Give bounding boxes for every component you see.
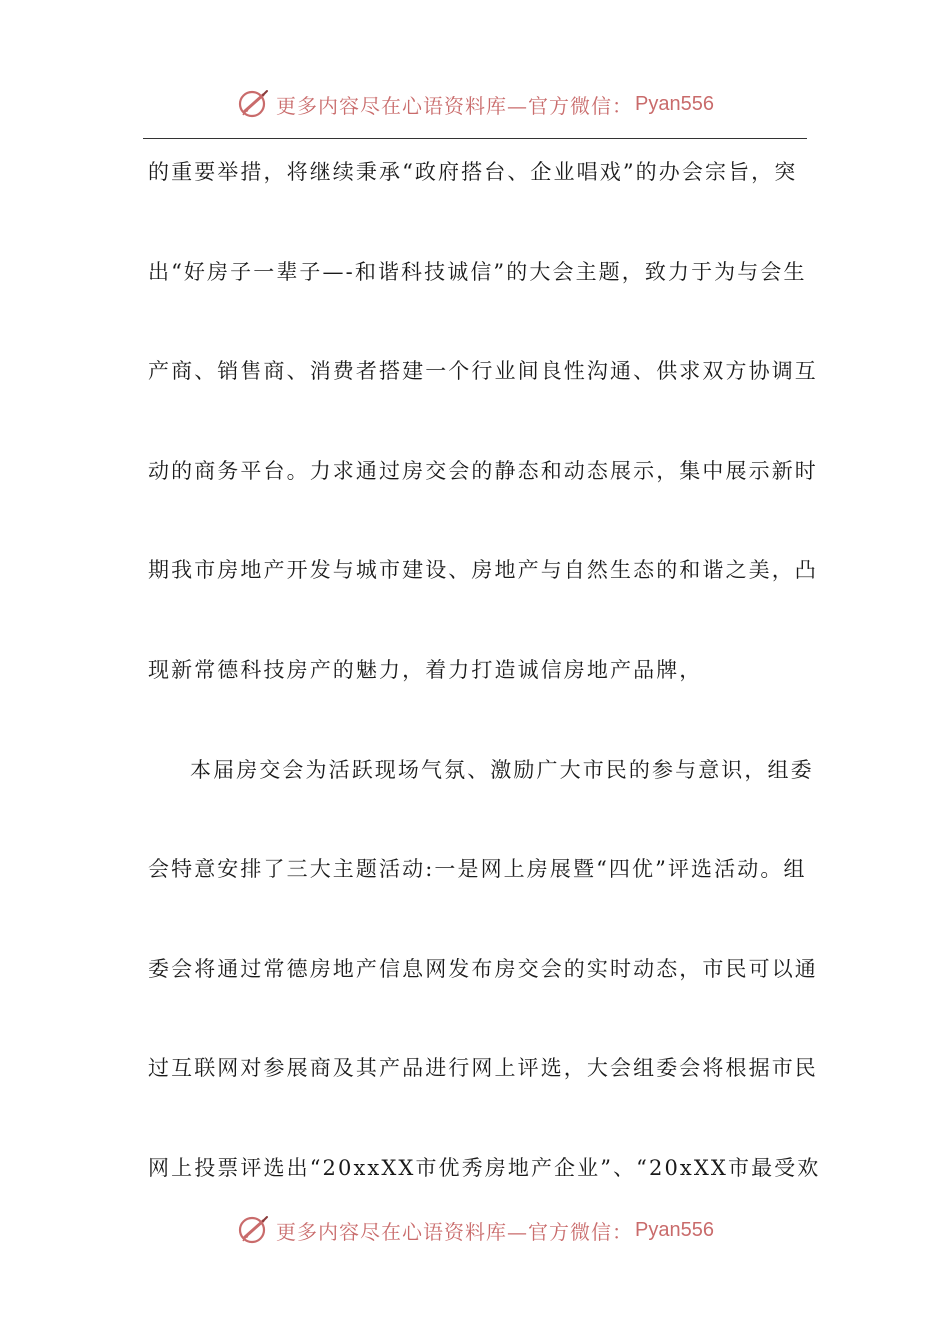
text-line: 动的商务平台。力求通过房交会的静态和动态展示，集中展示新时 <box>148 458 818 483</box>
banner-text: 更多内容尽在心语资料库—官方微信： <box>276 93 634 118</box>
text-line: 网上投票评选出“20xxXX市优秀房地产企业”、“20xXX市最受欢 <box>148 1155 821 1180</box>
footer-banner <box>0 1210 950 1250</box>
pen-logo-icon <box>236 1212 272 1248</box>
banner-wechat-id: Pyan556 <box>635 1218 714 1241</box>
text-line: 委会将通过常德房地产信息网发布房交会的实时动态，市民可以通 <box>148 956 818 981</box>
text-line: 出“好房子一辈子—-和谐科技诚信”的大会主题，致力于为与会生 <box>148 259 807 284</box>
text-line: 产商、销售商、消费者搭建一个行业间良性沟通、供求双方协调互 <box>148 359 818 384</box>
text-line: 会特意安排了三大主题活动:一是网上房展暨“四优”评选活动。组 <box>148 857 807 882</box>
paragraph-start-line: 本届房交会为活跃现场气氛、激励广大市民的参与意识，组委 <box>190 757 814 782</box>
banner-text: 更多内容尽在心语资料库—官方微信： <box>276 1219 634 1244</box>
header-divider <box>143 138 807 139</box>
document-body <box>148 140 821 1236</box>
pen-logo-icon <box>236 86 272 122</box>
text-line: 期我市房地产开发与城市建设、房地产与自然生态的和谐之美，凸 <box>148 558 818 583</box>
text-line: 过互联网对参展商及其产品进行网上评选，大会组委会将根据市民 <box>148 1056 818 1081</box>
banner-wechat-id: Pyan556 <box>635 92 714 115</box>
text-line: 现新常德科技房产的魅力，着力打造诚信房地产品牌， <box>148 657 703 682</box>
text-line: 的重要举措，将继续秉承“政府搭台、企业唱戏”的办会宗旨，突 <box>148 160 798 184</box>
header-banner <box>0 84 950 124</box>
